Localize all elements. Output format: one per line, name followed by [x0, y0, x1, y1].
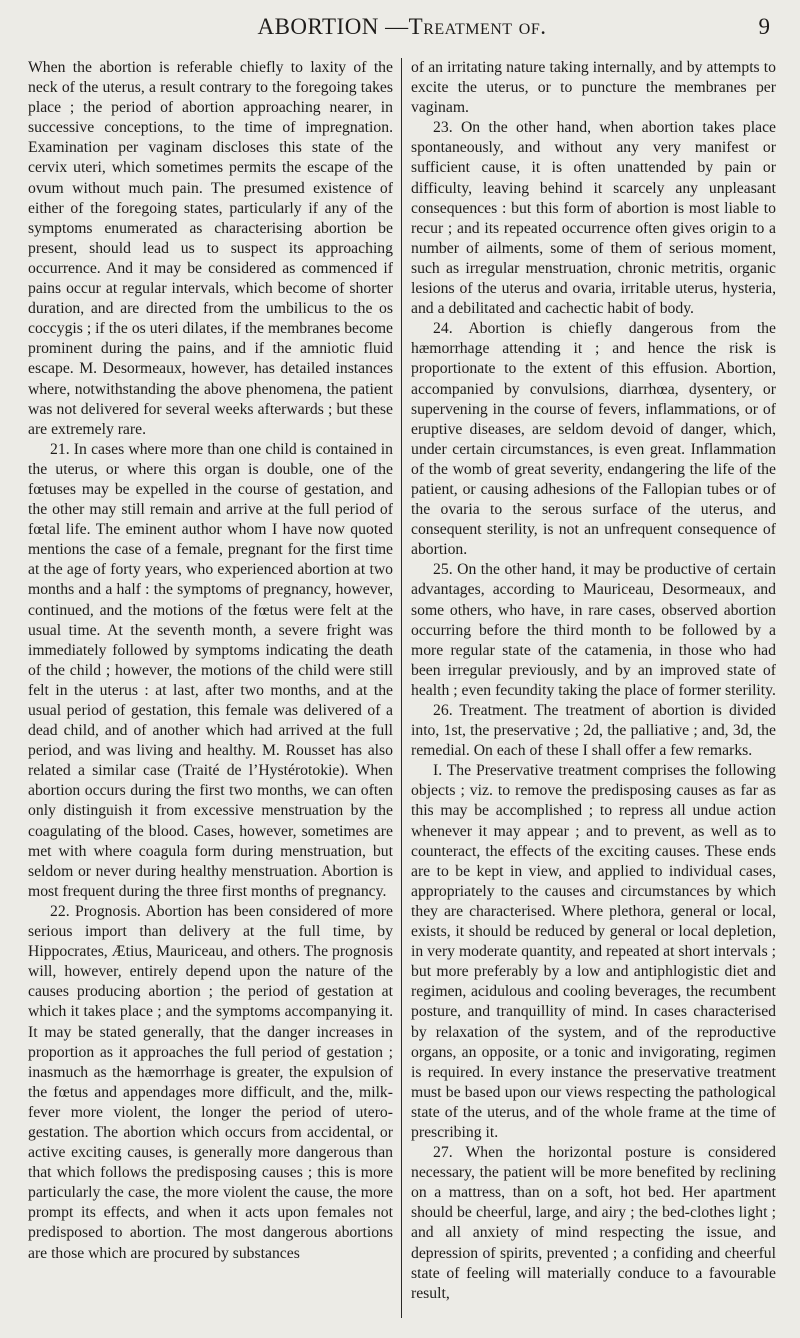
text-columns [28, 58, 776, 1318]
running-title-sub: Treatment of. [408, 14, 547, 39]
paragraph: 27. When the horizontal posture is considered necessary, the patient will be more benefited by reclining on a mattress, than on a soft, hot bed. Her apartment should be cheerful, large, and airy ; the bed-clothes light ; and all anxiety of mind respecting the issue, and depression of spirits, prevented ; a confiding and cheerful state of feeling will materially conduce to a favourable result, [411, 1144, 776, 1302]
paragraph: When the abortion is referable chiefly to laxity of the neck of the uterus, a result contrary to the foregoing takes place ; the period of abortion approaching nearer, in successive conceptions, to the time of impregnation. Examination per vaginam discloses this state of the cervix uteri, which sometimes permits the escape of the ovum without much pain. The presumed existence of either of the foregoing states, particularly if any of the symptoms enumerated as characterising abortion be present, should lead us to suspect its approaching occurrence. And it may be considered as commenced if pains occur at regular intervals, which become of shorter duration, and are directed from the umbilicus to the os coccygis ; if the os uteri dilates, if the membranes become prominent during the pains, and if the amniotic fluid escape. M. Desormeaux, however, has detailed instances where, notwithstanding the above phenomena, the patient was not delivered for several weeks afterwards ; but these are extremely rare. [28, 59, 393, 438]
paragraph: I. The Preservative treatment comprises the following objects ; viz. to remove the predisposing causes as far as this may be accomplished ; to repress all undue action whenever it may appear ; and to prevent, as well as to counteract, the effects of the exciting causes. These ends are to be kept in view, and applied to individual cases, appropriately to the causes and circumstances by which they are characterised. Where plethora, general or local, exists, it should be reduced by general or local depletion, in very moderate quantity, and repeated at short intervals ; but more preferably by a low and antiphlogistic diet and regimen, acidulous and cooling beverages, the recumbent posture, and tranquillity of mind. In cases characterised by relaxation of the system, and of the reproductive organs, an opposite, or a tonic and invigorating, regimen is required. In every instance the preservative treatment must be based upon our views respecting the pathological state of the uterus, and of the whole frame at the time of prescribing it. [411, 762, 776, 1141]
paragraph: of an irritating nature taking internally, and by attempts to excite the uterus, or to puncture the membranes per vaginam. [411, 59, 776, 117]
running-title-dash: — [378, 14, 409, 39]
paragraph: 22. Prognosis. Abortion has been considered of more serious import than delivery at the full time, by Hippocrates, Ætius, Mauriceau, and others. The prognosis will, however, entirely depend upon the nature of the causes producing abortion ; the period of gestation at which it takes place ; and the symptoms accompanying it. It may be stated generally, that the danger increases in proportion as it approaches the full period of gestation ; inasmuch as the hæmorrhage is greater, the expulsion of the fœtus and appendages more difficult, and the, milk-fever more violent, the longer the period of utero-gestation. The abortion which occurs from accidental, or active exciting causes, is generally more dangerous than that which follows the predisposing causes ; this is more particularly the case, the more violent the cause, the more prompt its effects, and when it acts upon females not predisposed to abortion. The most dangerous abortions are those which are procured by substances [28, 902, 393, 1262]
running-head [28, 0, 776, 58]
paragraph: 24. Abortion is chiefly dangerous from the hæmorrhage attending it ; and hence the risk is proportionate to the extent of this effusion. Abortion, accompanied by convulsions, diarrhœa, dysentery, or supervening in the course of fevers, inflammations, or of eruptive diseases, are seldom devoid of danger, which, under certain circumstances, is even great. Inflammation of the womb of great severity, endangering the life of the patient, or causing adhesions of the Fallopian tubes or of the ovaria to the serous surface of the uterus, and consequent sterility, is not an unfrequent consequence of abortion. [411, 320, 776, 559]
paragraph: 25. On the other hand, it may be productive of certain advantages, according to Mauriceau, Desormeaux, and some others, who have, in rare cases, observed abortion occurring before the third month to be followed by a more regular state of the catamenia, in those who had been irregular previously, and by an improved state of health ; even fecundity taking the place of former sterility. [411, 561, 776, 699]
running-title-main: ABORTION [257, 14, 379, 39]
running-title [28, 14, 776, 40]
paragraph: 23. On the other hand, when abortion takes place spontaneously, and without any very manifest or sufficient cause, it is often unattended by pain or difficulty, leaving behind it scarcely any unpleasant consequences : but this form of abortion is most liable to recur ; and its repeated occurrence often gives origin to a number of ailments, some of them of serious moment, such as irregular menstruation, chronic metritis, organic lesions of the uterus and ovaria, irritable uterus, hysteria, and a debilitated and cachectic habit of body. [411, 119, 776, 318]
paragraph: 26. Treatment. The treatment of abortion is divided into, 1st, the preservative ; 2d, the palliative ; and, 3d, the remedial. On each of these I shall offer a few remarks. [411, 702, 776, 760]
page-number: 9 [758, 14, 770, 39]
paragraph: 21. In cases where more than one child is contained in the uterus, or where this organ is double, one of the fœtuses may be expelled in the course of gestation, and the other may still remain and arrive at the full period of fœtal life. The eminent author whom I have now quoted mentions the case of a female, pregnant for the first time at the age of forty years, who experienced abortion at two months and a half : the symptoms of pregnancy, however, continued, and the motions of the fœtus were felt at the usual time. At the seventh month, a severe fright was immediately followed by symptoms indicating the death of the child ; however, the motions of the child were still felt in the uterus : at last, after two months, and at the usual period of gestation, this female was delivered of a dead child, and of another which had arrived at the full period, and was living and healthy. M. Rousset has also related a similar case (Traité de l’Hystérotokie). When abortion occurs during the first two months, we can often only distinguish it from excessive menstruation by the coagulating of the blood. Cases, however, sometimes are met with where coagula form during menstruation, but seldom or never during healthy menstruation. Abortion is most frequent during the three first months of pregnancy. [28, 440, 393, 900]
right-column [402, 58, 776, 1318]
left-column [28, 58, 402, 1318]
